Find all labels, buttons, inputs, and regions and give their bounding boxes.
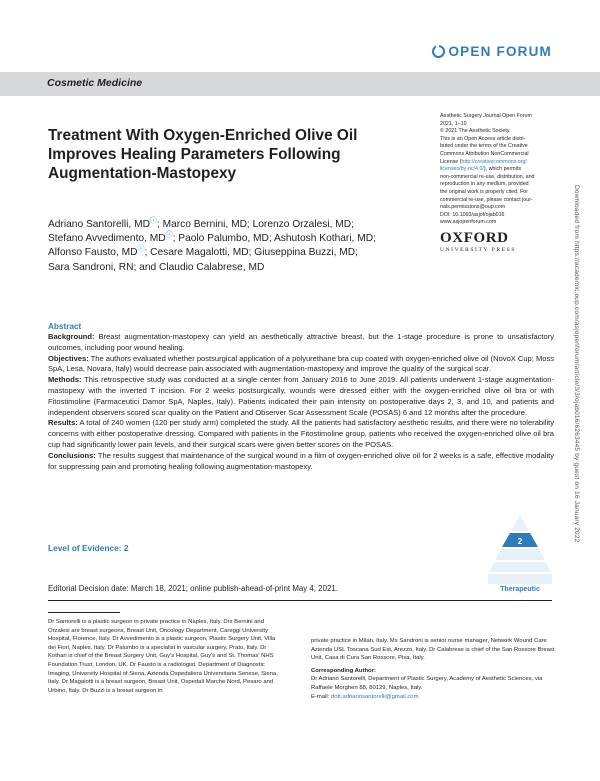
orcid-icon[interactable]: ⓘ [149, 217, 157, 225]
pyramid-tier-4 [489, 562, 551, 572]
abstract-background [48, 332, 554, 354]
meta-license-line: non-commercial re-use, distribution, and [440, 173, 535, 180]
text: The authors evaluated whether postsurgical application of a polyurethane bra cup coated with oxygen-enriched olive oil (NovoX Cup; Moss SpA, Lesa, Novara, Italy) would decrease pain associated with augmentation-mastopexy and improve the quality of the surgical scar. [48, 353, 554, 374]
label: Background: [48, 332, 95, 341]
text: This retrospective study was conducted at a single center from January 2016 to June 2019. All patients underwent 1-stage augmentation-mastopexy with the inverted T incision. For 2 weeks postsurgically, wounds were dressed either with the oxygen-enriched olive oil bra or with Fitostimoline (Farmaceutici Damor SpA, Naples, Italy). Patients indicated their pain intensity on postoperative days 2, 3, and 10, and patients and independent observers scored scar quality on the Patient and Observer Scar Assessment Scale (POSAS) 6 and 12 months after the procedure. [48, 375, 554, 417]
abstract-heading: Abstract [48, 322, 82, 331]
label: Results: [48, 418, 78, 428]
abstract [48, 321, 554, 472]
meta-license-line: This is an Open Access article distri- [440, 135, 526, 142]
meta-license-line: buted under the terms of the Creative [440, 143, 528, 150]
label: Methods: [48, 375, 82, 385]
divider [48, 600, 552, 601]
open-forum-logo [432, 44, 552, 59]
meta-permissions-email: nals.permissions@oup.com [440, 204, 506, 211]
correspondence-heading: Corresponding Author: [311, 667, 376, 674]
correspondence-address: Dr Adriano Santorelli, Department of Plastic Surgery, Academy of Aesthetic Sciences, via Raffaele Morghen 88, 80129, Naples, Italy. [311, 676, 543, 691]
oxford-logo-sub: UNIVERSITY PRESS [440, 246, 516, 253]
meta-journal: Aesthetic Surgery Journal Open Forum [440, 113, 532, 119]
article-meta [440, 113, 570, 254]
oxford-logo: OXFORD [440, 229, 509, 246]
open-forum-ring-icon [432, 45, 445, 58]
pyramid-tier-1 [511, 515, 529, 531]
pyramid-level: 2 [517, 537, 523, 546]
abstract-results [48, 418, 554, 450]
meta-license-line [440, 166, 570, 174]
email-label: E-mail: [311, 693, 330, 700]
text: A total of 240 women (120 per study arm) completed the study. All the patients had satisfactory aesthetic results, and there were no tolerability concerns with either postoperative dressing. Compared with patients in the Fitostimoline group, patients who received the oxygen-enriched olive oil bra cup had significantly lower pain levels, and their surgical scars were given better scores on the POSAS. [48, 418, 554, 449]
meta-text: License ( [440, 158, 462, 165]
pyramid-tier-5 [488, 574, 552, 584]
license-link-cont[interactable]: licenses/by-nc/4.0/ [440, 166, 484, 173]
meta-license-line: reproduction in any medium, provided [440, 181, 529, 188]
label: Conclusions: [48, 450, 96, 460]
meta-pages: 2021, 1–10 [440, 120, 467, 127]
abstract-conclusions [48, 451, 554, 473]
author-name: Adriano Santorelli, MD [48, 219, 150, 230]
section-label: Cosmetic Medicine [47, 77, 143, 89]
evidence-pyramid-icon [488, 513, 552, 595]
author-name: ; Marco Bernini, MD; Lorenzo Orzalesi, MD; [156, 219, 354, 230]
footnote-divider [48, 612, 120, 613]
meta-copyright: © 2021 The Aesthetic Society. [440, 128, 511, 135]
logo-text: OPEN FORUM [448, 44, 552, 59]
article-title: Treatment With Oxygen-Enriched Olive Oil Improves Healing Parameters Following Augmentation-Mastopexy [48, 127, 358, 182]
correspondence-email-line [311, 693, 555, 702]
author-name: ; Paolo Palumbo, MD; Ashutosh Kothari, MD; [172, 233, 376, 245]
email-link[interactable]: dott.adrianosantorelli@gmail.com [330, 693, 419, 700]
orcid-icon[interactable]: ⓘ [137, 246, 145, 254]
abstract-methods [48, 375, 554, 418]
abstract-objectives [48, 354, 554, 376]
text: Breast augmentation-mastopexy can yield an aesthetically attractive breast, but the 1-stage procedure is prone to unsatisfactory outcomes, including poor wound healing. [48, 332, 554, 352]
pyramid-tier-3 [495, 549, 545, 560]
level-of-evidence: Level of Evidence: 2 [48, 543, 129, 553]
meta-license-line [440, 159, 570, 167]
author-name: Alfonso Fausto, MD [48, 247, 138, 259]
author-name: Stefano Avvedimento, MD [48, 233, 166, 245]
text: The results suggest that maintenance of the surgical wound in a film of oxygen-enriched olive oil for 2 weeks is a safe, effective modality for suppressing pain and promoting healing following augmentation-mastopexy. [48, 450, 554, 471]
meta-text: ), which permits [483, 166, 521, 173]
meta-doi: DOI: 10.1093/asjof/ojab016 [440, 211, 505, 218]
meta-license-line: commercial re-use, please contact jour- [440, 196, 533, 203]
label: Objectives: [48, 353, 89, 363]
author-name: Sara Sandroni, RN; and Claudio Calabrese, MD [48, 261, 265, 273]
download-note: Downloaded from https://academic.oup.com/asjopenforum/article/3/3/ojab016/6263445 by guest on 16 January 2022 [573, 185, 580, 543]
author-list [48, 218, 418, 275]
meta-license-line: Commons Attribution NonCommercial [440, 150, 529, 157]
author-name: ; Cesare Magalotti, MD; Giuseppina Buzzi, MD; [144, 247, 358, 259]
orcid-icon[interactable]: ⓘ [165, 231, 173, 239]
license-link[interactable]: http://creativecommons.org/ [461, 158, 527, 165]
pyramid-label: Therapeutic [500, 586, 540, 593]
footnote-affiliations-cont: private practice in Milan, Italy. Ms Sandroni is senior nurse manager, Network Wound Care Azienda USL Toscana Sud Est, Arezzo, Italy. Dr Calabrese is chief of the San Rossore Breast Unit, Casa di Cura San Rossore, Pisa, Italy. [311, 638, 555, 662]
editorial-decision: Editorial Decision date: March 18, 2021; online publish-ahead-of-print May 4, 2021. [48, 584, 338, 593]
meta-license-line: the original work is properly cited. For [440, 188, 529, 195]
footnote-right-column [311, 637, 555, 701]
meta-website: www.asjopenforum.com [440, 219, 497, 226]
footnote-affiliations: Dr Santorelli is a plastic surgeon in private practice in Naples, Italy. Drs Bernini and Orzalesi are breast surgeons, Breast Unit, Oncology Department, Careggi University Hospital, Florence, Italy. Dr Avvedimento is a plastic surgeon, Plastic Surgery Unit, Villa dei Fiori, Naples, Italy. Dr Palumbo is a specialist in vascular surgery, Prato, Italy. Dr Kothari is chief of the Breast Surgery Unit, Guy's Hospital, Guy's and St. Thomas' NHS Foundation Trust, London, UK. Dr Fausto is a radiologist, Department of Diagnostic Imaging, University Hospital of Siena, Azienda Ospedaliera Universitaria Senese, Siena, Italy. Dr Magalotti is a breast surgeon, Breast Unit, Ospedali Marche Nord, Pesaro and Urbino, Italy. Dr Buzzi is a breast surgeon in [48, 619, 278, 694]
